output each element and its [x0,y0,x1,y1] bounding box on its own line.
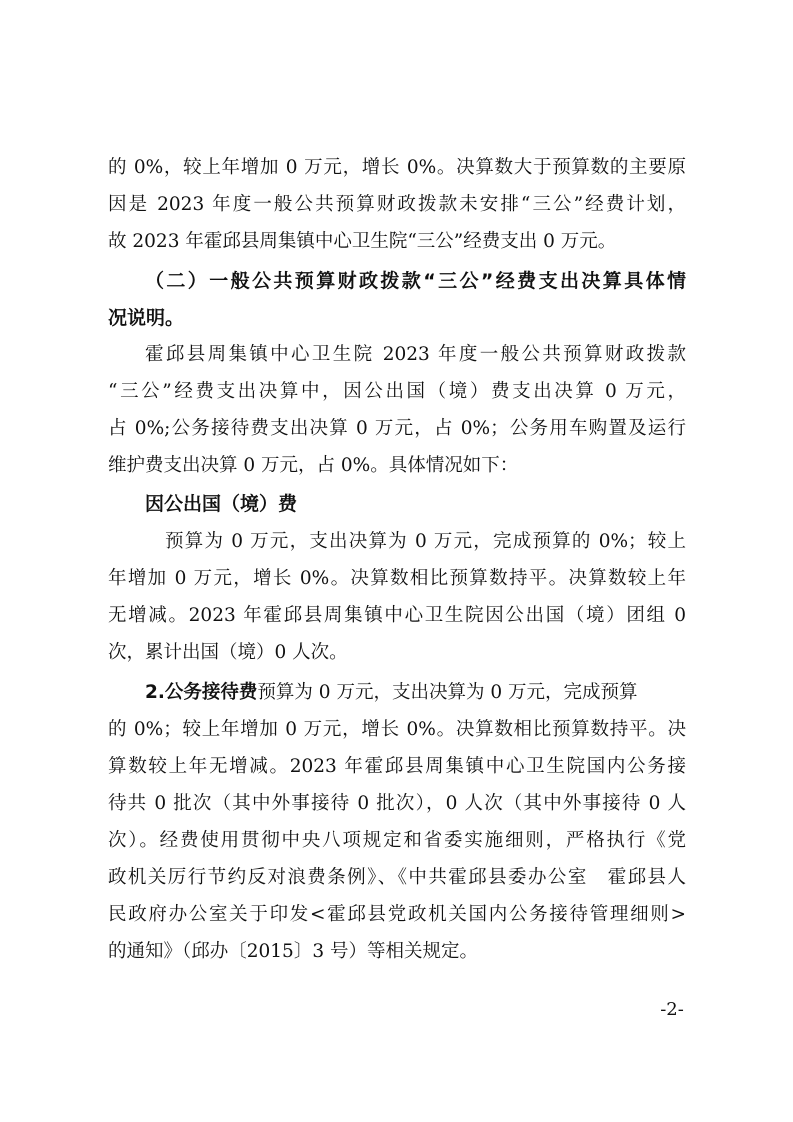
text-line: 年增加 0 万元，增长 0%。决算数相比预算数持平。决算数较上年 [108,568,686,589]
text-line: 的 0%；较上年增加 0 万元，增长 0%。决算数相比预算数持平。决 [108,719,686,740]
text-line: 的通知》（邱办〔2015〕3 号）等相关规定。 [108,941,478,962]
text-line: 占 0%;公务接待费支出决算 0 万元，占 0%；公务用车购置及运行 [108,418,686,439]
text-line: 待共 0 批次（其中外事接待 0 批次），0 人次（其中外事接待 0 人 [108,793,686,814]
text-line: 算数较上年无增减。2023 年霍邱县周集镇中心卫生院国内公务接 [108,756,686,777]
text-line: 因是 2023 年度一般公共预算财政拨款未安排“三公”经费计划， [108,194,686,215]
page-number: -2- [660,999,684,1020]
text-line: 无增减。2023 年霍邱县周集镇中心卫生院因公出国（境）团组 0 [108,605,686,626]
subsection-heading: 因公出国（境）费 [145,493,298,515]
text-line: 的 0%，较上年增加 0 万元，增长 0%。决算数大于预算数的主要原 [108,157,686,178]
text-line: 预算为 0 万元，支出决算为 0 万元，完成预算的 0%；较上 [165,531,686,552]
text-line: 政机关厉行节约反对浪费条例》、《中共霍邱县委办公室 霍邱县人 [108,867,686,888]
item-label: 2.公务接待费 [145,682,258,703]
text-line: 民政府办公室关于印发<霍邱县党政机关国内公务接待管理细则> [108,904,686,925]
text-line: 次）。经费使用贯彻中央八项规定和省委实施细则，严格执行《党 [108,830,686,851]
item-text: 预算为 0 万元，支出决算为 0 万元，完成预算 [257,682,638,703]
text-line: 次，累计出国（境）0 人次。 [108,642,348,663]
text-line [145,680,686,706]
section-heading: （二）一般公共预算财政拨款“三公”经费支出决算具体情 [145,270,686,292]
text-line: 故 2023 年霍邱县周集镇中心卫生院“三公”经费支出 0 万元。 [108,231,617,252]
text-line: 霍邱县周集镇中心卫生院 2023 年度一般公共预算财政拨款 [145,344,686,365]
text-line: “三公”经费支出决算中，因公出国（境）费支出决算 0 万元， [108,381,686,402]
section-heading-cont: 况说明。 [108,307,185,329]
text-line: 维护费支出决算 0 万元，占 0%。具体情况如下： [108,455,519,476]
